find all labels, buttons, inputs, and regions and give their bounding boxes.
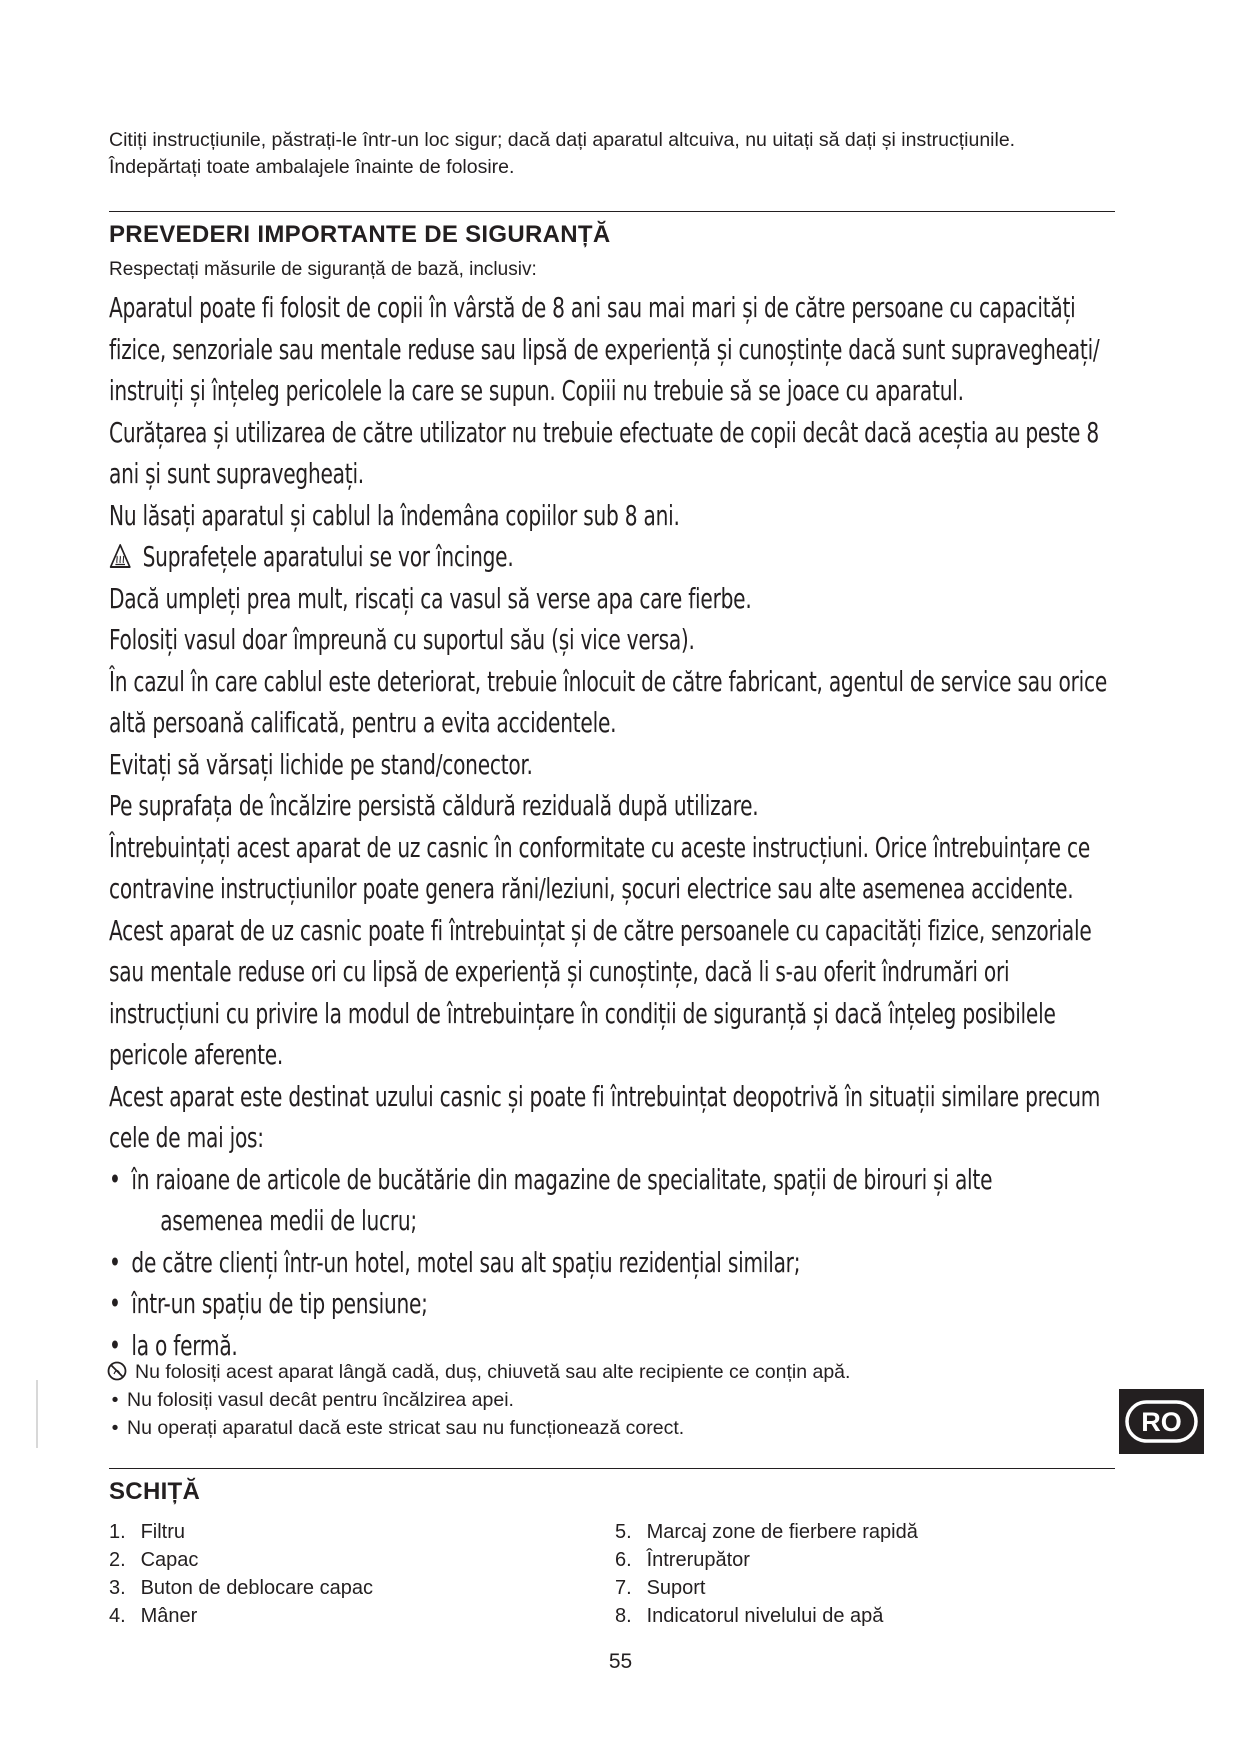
bullet-text: într-un spațiu de tip pensiune;	[131, 1287, 428, 1320]
divider	[109, 1468, 1115, 1469]
intro-text	[109, 127, 1119, 181]
safety-paragraph: Nu lăsați aparatul și cablul la îndemâna copiilor sub 8 ani.	[109, 498, 680, 532]
small-note-only-water	[107, 1386, 514, 1414]
safety-paragraph: În cazul în care cablul este deteriorat, trebuie înlocuit de către fabricant, agentul de service sau orice altă persoană calificată, pentru a evita accidentele.	[109, 664, 1107, 739]
bullet-item	[109, 1242, 1119, 1284]
small-note-text: Nu operați aparatul dacă este stricat sau nu funcționează corect.	[127, 1417, 685, 1439]
schema-heading: SCHIȚĂ	[109, 1478, 201, 1505]
safety-paragraph: Aparatul poate fi folosit de copii în vârstă de 8 ani sau mai mari și de către persoane cu capacități fizice, senzoriale sau mentale reduse sau lipsă de experiență și cunoștințe dacă sunt supravegheați/ instruiți și înțeleg pericolele la care se supun. Copiii nu trebuie să se joace cu aparatul.	[109, 291, 1100, 407]
safety-subheading: Respectați măsurile de siguranță de bază, inclusiv:	[109, 259, 537, 280]
part-item: 8. Indicatorul nivelului de apă	[615, 1605, 884, 1627]
bullet-item	[109, 1159, 1119, 1242]
language-badge-text: RO	[1141, 1407, 1182, 1437]
small-note-text: Nu folosiți acest aparat lângă cadă, duș, chiuvetă sau alte recipiente ce conțin apă.	[135, 1361, 851, 1383]
bullet-item	[109, 1283, 1119, 1325]
bullet-icon: •	[109, 1287, 121, 1320]
part-item: 5. Marcaj zone de fierbere rapidă	[615, 1521, 918, 1543]
part-item: 6. Întrerupător	[615, 1549, 750, 1571]
safety-paragraph: Pe suprafața de încălzire persistă căldură reziduală după utilizare.	[109, 789, 759, 822]
bullet-text: în raioane de articole de bucătărie din magazine de specialitate, spații de birouri și alte	[131, 1162, 993, 1196]
safety-paragraph: Acest aparat este destinat uzului casnic și poate fi întrebuințat deopotrivă în situații similare precum cele de mai jos:	[109, 1079, 1101, 1154]
bullet-text: de către clienți într-un hotel, motel sau alt spațiu rezidențial similar;	[131, 1245, 801, 1279]
language-badge	[1119, 1389, 1204, 1454]
hot-surface-warning	[109, 536, 1119, 578]
safety-paragraph: Acest aparat de uz casnic poate fi întrebuințat și de către persoanele cu capacități fizice, senzoriale sau mentale reduse ori cu lipsă de experiență și cunoștințe, dacă li s-au oferit îndrumări ori instrucțiuni cu privire la modul de întrebuințare în condiții de siguranță și dacă înțeleg posibilele pericole aferente.	[109, 913, 1092, 1071]
part-item: 1. Filtru	[109, 1521, 186, 1543]
safety-paragraph: Întrebuințați acest aparat de uz casnic în conformitate cu aceste instrucțiuni. Orice întrebuințare ce contravine instrucțiunilor poate genera răni/leziuni, șocuri electrice sau alte asemenea accidente.	[109, 830, 1090, 905]
intro-line: Citiți instrucțiunile, păstrați-le într-un loc sigur; dacă dați aparatul altcuiva, nu uitați să dați și instrucțiunile.	[109, 129, 1016, 151]
safety-paragraph: Dacă umpleți prea mult, riscați ca vasul să verse apa care fierbe.	[109, 581, 752, 615]
bullet-icon: •	[111, 1389, 119, 1411]
small-note-no-water	[107, 1358, 850, 1386]
part-item: 3. Buton de deblocare capac	[109, 1577, 373, 1599]
bullet-text-continued: asemenea medii de lucru;	[160, 1204, 417, 1237]
bullet-icon: •	[109, 1162, 121, 1196]
bullet-icon: •	[109, 1245, 121, 1279]
part-item: 7. Suport	[615, 1577, 706, 1599]
bullet-text: la o fermă.	[131, 1328, 238, 1362]
margin-mark	[36, 1380, 38, 1448]
bullet-icon: •	[109, 1328, 121, 1362]
prohibited-icon	[107, 1361, 127, 1381]
safety-paragraph: Evitați să vărsați lichide pe stand/conector.	[109, 747, 533, 781]
page-number: 55	[608, 1650, 633, 1673]
parts-list-left	[109, 1518, 373, 1630]
small-note-text: Nu folosiți vasul decât pentru încălzirea apei.	[127, 1389, 514, 1411]
small-note-broken	[107, 1414, 684, 1442]
part-item: 2. Capac	[109, 1549, 199, 1571]
bullet-icon: •	[111, 1417, 119, 1439]
hot-surface-text: Suprafețele aparatului se vor încinge.	[142, 540, 514, 573]
language-badge-icon	[1119, 1389, 1204, 1454]
safety-paragraph: Folosiți vasul doar împreună cu suportul său (și vice versa).	[109, 623, 695, 656]
safety-body	[109, 287, 1107, 1366]
hot-surface-warning-icon	[109, 543, 131, 569]
divider	[109, 211, 1115, 212]
safety-heading: PREVEDERI IMPORTANTE DE SIGURANȚĂ	[109, 221, 611, 248]
intro-line: Îndepărtați toate ambalajele înainte de folosire.	[109, 156, 515, 178]
safety-paragraph: Curățarea și utilizarea de către utilizator nu trebuie efectuate de copii decât dacă aceștia au peste 8 ani și sunt supravegheați.	[109, 415, 1099, 490]
parts-list-right	[615, 1518, 918, 1630]
part-item: 4. Mâner	[109, 1605, 198, 1627]
